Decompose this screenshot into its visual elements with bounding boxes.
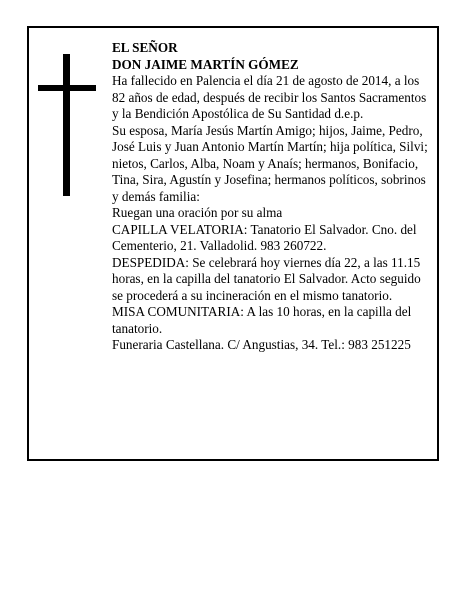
deceased-name: DON JAIME MARTÍN GÓMEZ xyxy=(112,56,299,72)
wake-chapel-info: CAPILLA VELATORIA: Tanatorio El Salvador. Cno. del Cementerio, 21. Valladolid. 983 260722. xyxy=(112,221,417,253)
prayer-request: Ruegan una oración por su alma xyxy=(112,205,283,220)
cross-vertical-bar xyxy=(63,54,70,196)
family-list: Su esposa, María Jesús Martín Amigo; hijos, Jaime, Pedro, José Luis y Juan Antonio Martín Martín; hija política, Silvi; nietos, Carlos, Alba, Noam y Anaís; hermanos, Bonifacio, Tina, Sira, Agustín y Josefina; hermanos políticos, sobrinos y demás familia: xyxy=(112,122,428,204)
cross-horizontal-bar xyxy=(38,85,96,91)
title-line-1: EL SEÑOR xyxy=(112,40,178,55)
funeral-home-info: Funeraria Castellana. C/ Angustias, 34. Tel.: 983 251225 xyxy=(112,337,411,352)
obituary-text xyxy=(112,40,432,354)
mass-info: MISA COMUNITARIA: A las 10 horas, en la capilla del tanatorio. xyxy=(112,304,412,336)
farewell-info: DESPEDIDA: Se celebrará hoy viernes día 22, a las 11.15 horas, en la capilla del tanatorio El Salvador. Acto seguido se procederá a su incineración en el mismo tanatorio. xyxy=(112,254,421,303)
death-announcement: Ha fallecido en Palencia el día 21 de agosto de 2014, a los 82 años de edad, después de recibir los Santos Sacramentos y la Bendición Apostólica de Su Santidad d.e.p. xyxy=(112,73,427,121)
latin-cross-icon xyxy=(38,54,96,196)
